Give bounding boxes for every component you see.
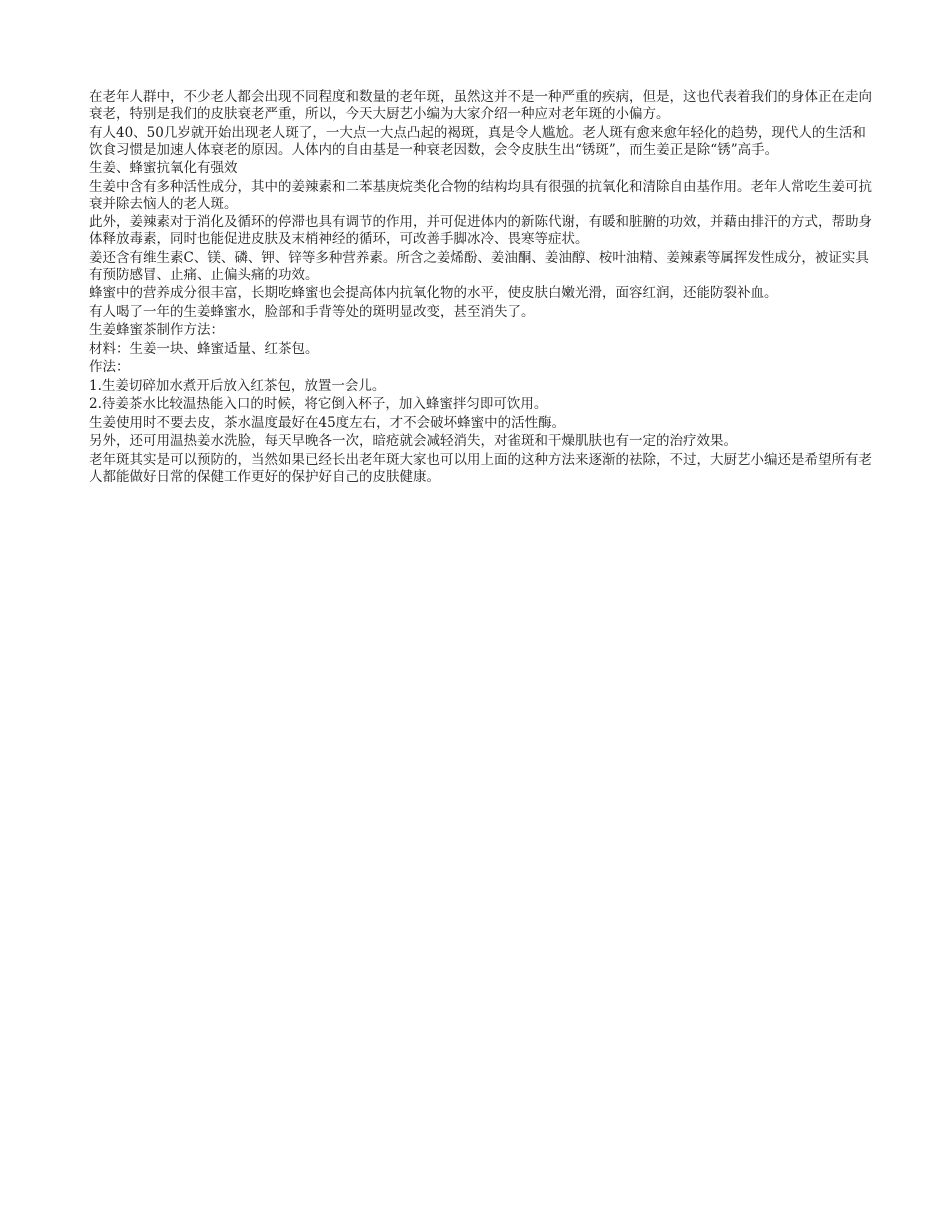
document-body (89, 89, 874, 487)
section-heading-recipe: 生姜蜂蜜茶制作方法： (89, 322, 224, 338)
paragraph-gingerol-effects: 此外，姜辣素对于消化及循环的停滞也具有调节的作用，并可促进体内的新陈代谢，有暖和脏腑的功效，并藉由排汗的方式，帮助身体释放毒素，同时也能促进皮肤及末梢神经的循环，可改善手脚冰冷、畏寒等症状。 (89, 214, 872, 247)
paragraph-usage-tip: 生姜使用时不要去皮，茶水温度最好在45度左右，才不会破坏蜂蜜中的活性酶。 (89, 414, 566, 431)
paragraph-conclusion: 老年斑其实是可以预防的，当然如果已经长出老年斑大家也可以用上面的这种方法来逐渐的祛除，不过，大厨艺小编还是希望所有老人都能做好日常的保健工作更好的保护好自己的皮肤健康。 (89, 451, 872, 485)
paragraph-ginger-nutrients: 姜还含有维生素C、镁、磷、钾、锌等多种营养素。所含之姜烯酚、姜油酮、姜油醇、桉叶油精、姜辣素等属挥发性成分，被证实具有预防感冒、止痛、止偏头痛的功效。 (89, 249, 869, 283)
paragraph-honey-nutrition: 蜂蜜中的营养成分很丰富，长期吃蜂蜜也会提高体内抗氧化物的水平，使皮肤白嫩光滑，面容红润，还能防裂补血。 (89, 285, 778, 301)
section-heading-method: 作法： (89, 359, 130, 375)
paragraph-ingredients: 材料：生姜一块、蜂蜜适量、红茶包。 (89, 340, 319, 357)
recipe-step-1: 1.生姜切碎加水煮开后放入红茶包，放置一会儿。 (89, 377, 386, 394)
paragraph-testimonial: 有人喝了一年的生姜蜂蜜水，脸部和手背等处的斑明显改变，甚至消失了。 (89, 303, 535, 320)
paragraph-age-spots-cause: 有人40、50几岁就开始出现老人斑了，一大点一大点凸起的褐斑，真是令人尴尬。老人斑有愈来愈年轻化的趋势，现代人的生活和饮食习惯是加速人体衰老的原因。人体内的自由基是一种衰老因数，会令皮肤生出“锈斑”，而生姜正是除“锈”高手。 (89, 124, 866, 158)
section-heading-antioxidant: 生姜、蜂蜜抗氧化有强效 (89, 160, 238, 176)
paragraph-intro: 在老年人群中，不少老人都会出现不同程度和数量的老年斑，虽然这并不是一种严重的疾病，但是，这也代表着我们的身体正在走向衰老，特别是我们的皮肤衰老严重，所以，今天大厨艺小编为大家介绍一种应对老年斑的小偏方。 (89, 89, 872, 122)
paragraph-ginger-components: 生姜中含有多种活性成分，其中的姜辣素和二苯基庚烷类化合物的结构均具有很强的抗氧化和清除自由基作用。老年人常吃生姜可抗衰并除去恼人的老人斑。 (89, 178, 872, 212)
paragraph-face-wash: 另外，还可用温热姜水洗脸，每天早晚各一次，暗疮就会减轻消失，对雀斑和干燥肌肤也有一定的治疗效果。 (89, 433, 737, 449)
recipe-step-2: 2.待姜茶水比较温热能入口的时候，将它倒入杯子，加入蜂蜜拌匀即可饮用。 (89, 396, 548, 412)
